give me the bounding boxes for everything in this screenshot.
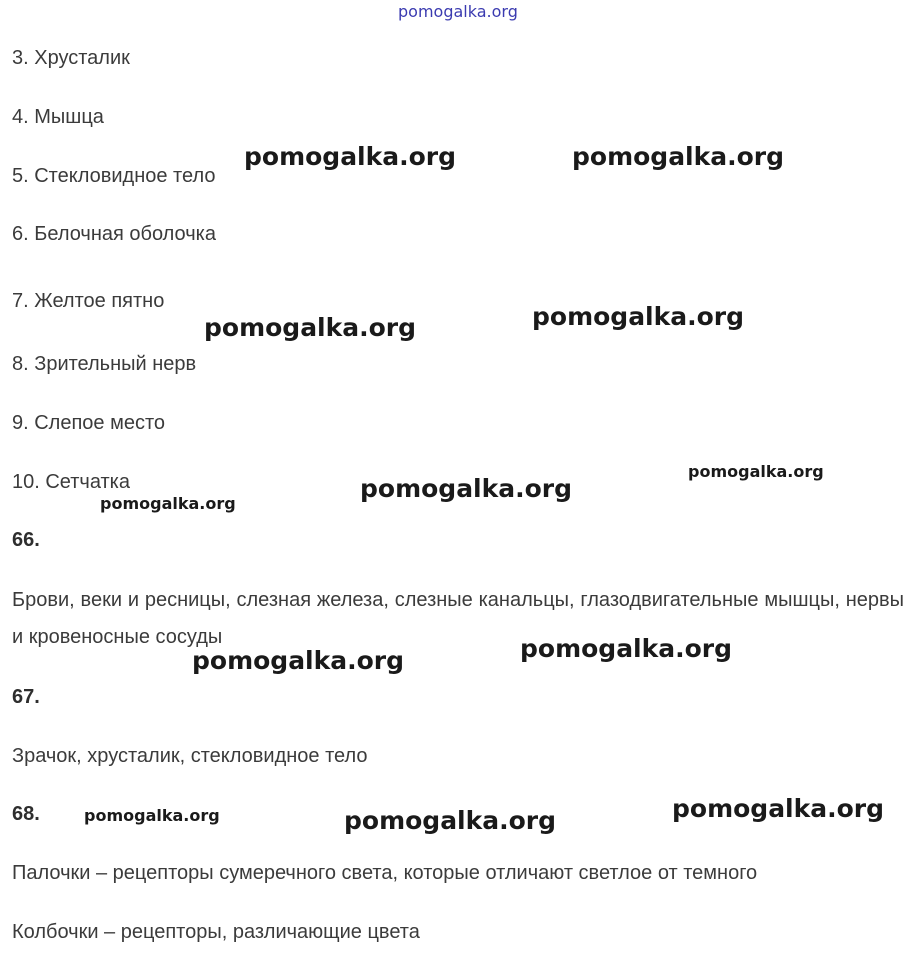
section-number-68: 68. (12, 803, 40, 825)
list-item: 4. Мышца (12, 106, 104, 128)
section-68-line-2: Колбочки – рецепторы, различающие цвета (12, 921, 420, 943)
watermark: pomogalka.org (244, 142, 457, 171)
watermark: pomogalka.org (84, 806, 220, 825)
watermark: pomogalka.org (360, 474, 573, 503)
watermark: pomogalka.org (672, 794, 885, 823)
list-item: 10. Сетчатка (12, 471, 130, 493)
top-watermark: pomogalka.org (398, 2, 518, 21)
list-item: 9. Слепое место (12, 412, 166, 434)
list-item: 7. Желтое пятно (12, 290, 165, 312)
watermark: pomogalka.org (532, 302, 745, 331)
list-item: 5. Стекловидное тело (12, 165, 216, 187)
watermark: pomogalka.org (100, 494, 236, 513)
watermark: pomogalka.org (204, 313, 417, 342)
section-68-line-1: Палочки – рецепторы сумеречного света, которые отличают светлое от темного (12, 862, 758, 884)
section-66-text: Брови, веки и ресницы, слезная железа, слезные канальцы, глазодвигательные мышцы, нервы и кровеносные сосуды (12, 589, 904, 648)
watermark: pomogalka.org (192, 646, 405, 675)
list-item: 8. Зрительный нерв (12, 353, 197, 375)
section-number-66: 66. (12, 529, 40, 551)
section-number-67: 67. (12, 686, 40, 708)
section-67-text: Зрачок, хрусталик, стекловидное тело (12, 745, 368, 767)
list-item: 6. Белочная оболочка (12, 223, 216, 245)
watermark: pomogalka.org (344, 806, 557, 835)
watermark: pomogalka.org (520, 634, 733, 663)
watermark: pomogalka.org (688, 462, 824, 481)
watermark: pomogalka.org (572, 142, 785, 171)
list-item: 3. Хрусталик (12, 47, 130, 69)
